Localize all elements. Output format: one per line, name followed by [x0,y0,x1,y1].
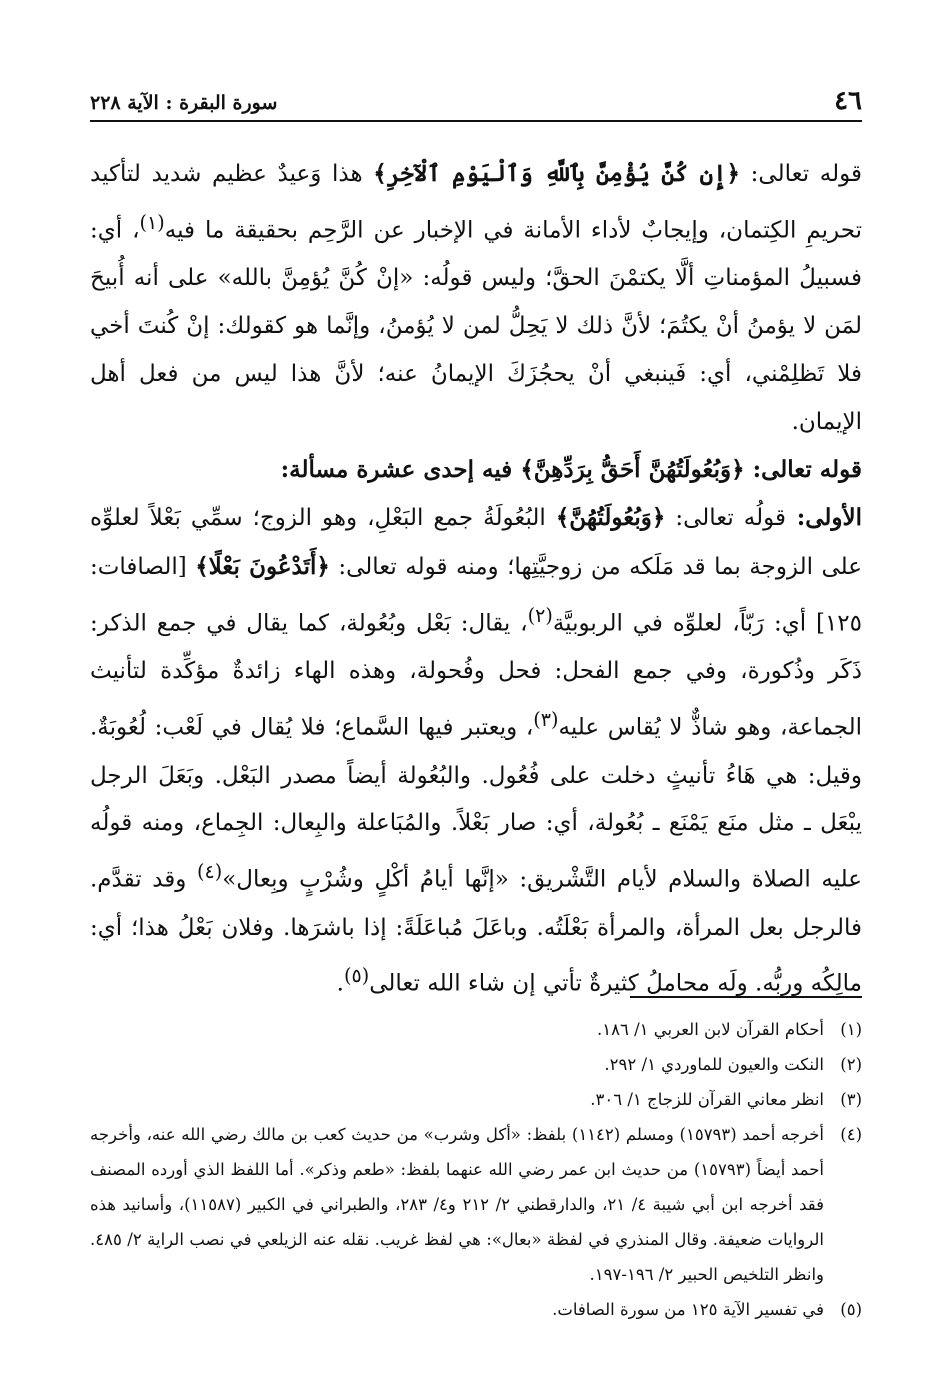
footnote-text: النكت والعيون للماوردي ١/ ٢٩٢. [604,1055,824,1074]
footnote-number: (٤) [840,1125,862,1144]
footnote-number: (٣) [840,1090,862,1109]
quran-verse: ﴿وَبُعُولَتُهُنَّ أَحَقُّ بِرَدِّهِنَّ﴾ [520,456,745,484]
page-header [90,80,862,122]
quran-verse: ﴿أَتَدْعُونَ بَعْلًا﴾ [195,553,330,581]
footnote-ref-5[interactable]: (٥) [343,964,370,988]
footnote-text: انظر معاني القرآن للزجاج ١/ ٣٠٦. [590,1090,824,1109]
footnote-4 [90,1117,862,1292]
page-number: ٤٦ [834,86,862,116]
footnote-number: (٢) [840,1055,862,1074]
footnote-2 [90,1047,862,1082]
footnote-number: (١) [840,1020,862,1039]
quran-verse: ﴿إِن كُنَّ يُؤْمِنَّ بِٱللَّهِ وَٱلْيَوْمِ ٱلْآخِرِ﴾ [373,160,741,187]
footnote-3 [90,1082,862,1117]
footnote-ref-3[interactable]: (٣) [533,708,559,732]
paragraph-1: قوله تعالى: ﴿إِن كُنَّ يُؤْمِنَّ بِٱللَّهِ وَٱلْيَوْمِ ٱلْآخِرِ﴾ هذا وَعيدٌ عظيم شديد لتأكيد تحريمِ الكِتمان، وإيجابٌ لأداء الأمانة في الإخبار عن الرَّحِم بحقيقة ما فيه$^{(١)}$، أي: فسبيلُ المؤمناتِ ألَّا يكتمْنَ الحقَّ؛ وليس قولُه: «إنْ كُنَّ يُؤمِنَّ بالله» على أنه أُبيحَ لمَن لا يؤمنُ أنْ يكتُمَ؛ لأنَّ ذلك لا يَحِلُّ لمن لا يُؤمنُ، وإنَّما هو كقولك: إنْ كُنتَ أخي فلا تَظلِمْني، أي: فَينبغي أنْ يحجُزَكَ الإيمانُ عنه؛ لأنَّ هذا ليس من فعل أهل الإيمان. [90,160,862,435]
footnotes [90,1012,862,1327]
footnote-5 [90,1292,862,1327]
footnote-ref-1[interactable]: (١) [139,210,165,234]
footnote-ref-2[interactable]: (٢) [527,603,553,627]
running-title: سورة البقرة : الآية ٢٢٨ [90,92,278,114]
paragraph-2-heading: قوله تعالى: ﴿وَبُعُولَتُهُنَّ أَحَقُّ بِرَدِّهِنَّ﴾ فيه إحدى عشرة مسألة: [280,456,862,484]
footnote-text: أخرجه أحمد (١٥٧٩٣) ومسلم (١١٤٢) بلفظ: «أكل وشرب» من حديث كعب بن مالك رضي الله عنه، وأخرجه أحمد أيضاً (١٥٧٩٣) من حديث ابن عمر رضي الله عنهما بلفظ: «طعم وذكر». أما اللفظ الذي أورده المصنف فقد أخرجه ابن أبي شيبة ٤/ ٢١، والدارقطني ٢/ ٢١٢ و٤/ ٢٨٣، والطبراني في الكبير (١١٥٨٧)، وأسانيد هذه الروايات ضعيفة. وقال المنذري في لفظة «بعال»: هي لفظ غريب. نقله عنه الزيلعي في نصب الراية ٢/ ٤٨٥. وانظر التلخيص الحبير ٢/ ١٩٦-١٩٧. [90,1125,824,1284]
quran-verse: ﴿وَبُعُولَتُهُنَّ﴾ [555,504,666,532]
paragraph-3: الأولى: قولُه تعالى: ﴿وَبُعُولَتُهُنَّ﴾ البُعُولَةُ جمع البَعْلِ، وهو الزوج؛ سمِّي بَعْلاً لعلوِّه على الزوجة بما قد مَلَكه من زوجيَّتِها؛ ومنه قوله تعالى: ﴿أَتَدْعُونَ بَعْلًا﴾ [الصافات: ١٢٥] أي: رَبّاً، لعلوِّه في الربوبيَّة$^{(٢)}$، يقال: بَعْل وبُعُولة، كما يقال في جمع الذكر: ذَكَر وذُكورة، وفي جمع الفحل: فحل وفُحولة، وهذه الهاء زائدةٌ مؤكِّدة لتأنيث الجماعة، وهو شاذٌّ لا يُقاس عليه$^{(٣)}$، ويعتبر فيها السَّماع؛ فلا يُقال في لَعْب: لُعُوبَةٌ. وقيل: هي هَاءُ تأنيثٍ دخلت على فُعُول. والبُعُولة أيضاً مصدر البَعْل. وبَعَلَ الرجل يبْعَل ـ مثل منَع يَمْنَع ـ بُعُولة، أي: صار بَعْلاً. والمُبَاعلة والبِعال: الجِماع، ومنه قولُه عليه الصلاة والسلام لأيام التَّشْريق: «إنَّها أيامُ أكْلٍ وشُرْبٍ وبِعال»$^{(٤)}$ وقد تقدَّم. فالرجل بعل المرأة، والمرأة بَعْلَتُه. وباعَلَ مُباعَلَةً: إذا باشرَها. وفلان بَعْلُ هذا؛ أي: مالِكُه وربُّه. ولَه محاملُ كثيرةٌ تأتي إن شاء الله تعالى$^{(٥)}$. [90,504,863,998]
footnote-number: (٥) [840,1300,862,1319]
footnote-separator [630,996,862,998]
footnote-text: في تفسير الآية ١٢٥ من سورة الصافات. [552,1300,824,1319]
issue-label: الأولى: [786,504,862,532]
footnote-text: أحكام القرآن لابن العربي ١/ ١٨٦. [597,1020,824,1039]
main-text [90,150,862,1009]
footnote-ref-4[interactable]: (٤) [196,860,223,884]
footnote-1 [90,1012,862,1047]
